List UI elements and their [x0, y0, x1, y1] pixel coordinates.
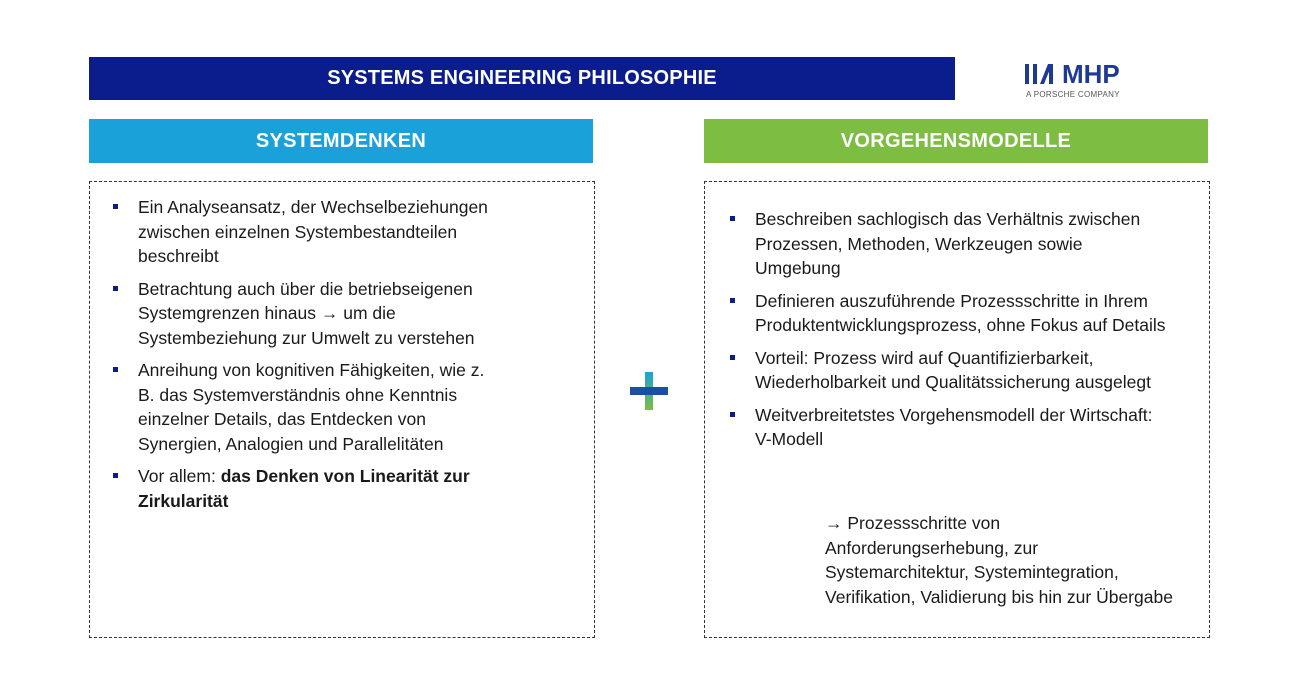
list-item-text: Betrachtung auch über die betriebseigenen Systemgrenzen hinaus → um die Systembeziehung zur Umwelt zu verstehen	[138, 278, 475, 348]
bullet-icon	[113, 473, 118, 478]
list-item-text: Weitverbreitetstes Vorgehensmodell der Wirtschaft: V-Modell	[755, 404, 1153, 449]
list-item-text: Vorteil: Prozess wird auf Quantifizierbarkeit, Wiederholbarkeit und Qualitätssicherung ausgelegt	[755, 347, 1151, 392]
systemdenken-box	[89, 181, 595, 638]
bullet-icon	[730, 298, 735, 303]
list-item	[110, 195, 490, 269]
bullet-icon	[113, 367, 118, 372]
bullet-icon	[730, 355, 735, 360]
systemdenken-list	[110, 195, 490, 521]
logo-subtitle: A PORSCHE COMPANY	[1026, 90, 1120, 99]
list-item	[110, 358, 490, 456]
bullet-icon	[730, 412, 735, 417]
vorgehensmodelle-list	[727, 207, 1167, 460]
list-item	[727, 289, 1167, 338]
bullet-icon	[113, 286, 118, 291]
logo-main	[1024, 60, 1134, 88]
bullet-icon	[113, 204, 118, 209]
v-modell-steps: → Prozessschritte von Anforderungserhebung, zur Systemarchitektur, Systemintegration, Verifikation, Validierung bis hin zur Übergabe	[825, 513, 1173, 607]
list-item-text: Beschreiben sachlogisch das Verhältnis zwischen Prozessen, Methoden, Werkzeugen sowie Umgebung	[755, 209, 1141, 278]
logo-name: MHP	[1062, 59, 1120, 89]
list-item	[727, 346, 1167, 395]
list-item	[727, 403, 1167, 452]
list-item-text: Anreihung von kognitiven Fähigkeiten, wie z. B. das Systemverständnis ohne Kenntnis einzelner Details, das Entdecken von Synergien, Analogien und Parallelitäten	[138, 360, 485, 454]
vorgehensmodelle-box	[704, 181, 1210, 638]
systemdenken-heading	[89, 119, 593, 163]
list-item-text: Definieren auszuführende Prozessschritte in Ihrem Produktentwicklungsprozess, ohne Fokus auf Details	[755, 290, 1166, 335]
list-item	[110, 464, 490, 513]
list-item	[727, 207, 1167, 281]
page-title	[89, 57, 955, 100]
page-title-text: SYSTEMS ENGINEERING PHILOSOPHIE	[327, 67, 717, 89]
bullet-icon	[730, 216, 735, 221]
list-item	[110, 277, 490, 351]
plus-icon	[630, 372, 668, 410]
mhp-logo-icon	[1024, 62, 1054, 86]
vorgehensmodelle-heading-text: VORGEHENSMODELLE	[840, 129, 1072, 152]
list-item-emphasis: das Denken von Linearität zur Zirkularität	[138, 466, 470, 511]
list-item-text: Ein Analyseansatz, der Wechselbeziehungen zwischen einzelnen Systembestandteilen beschreibt	[138, 197, 488, 266]
vorgehensmodelle-heading	[704, 119, 1208, 163]
mhp-logo	[1024, 60, 1134, 106]
systemdenken-heading-text: SYSTEMDENKEN	[255, 129, 427, 152]
list-item-prefix: Vor allem:	[138, 466, 221, 486]
